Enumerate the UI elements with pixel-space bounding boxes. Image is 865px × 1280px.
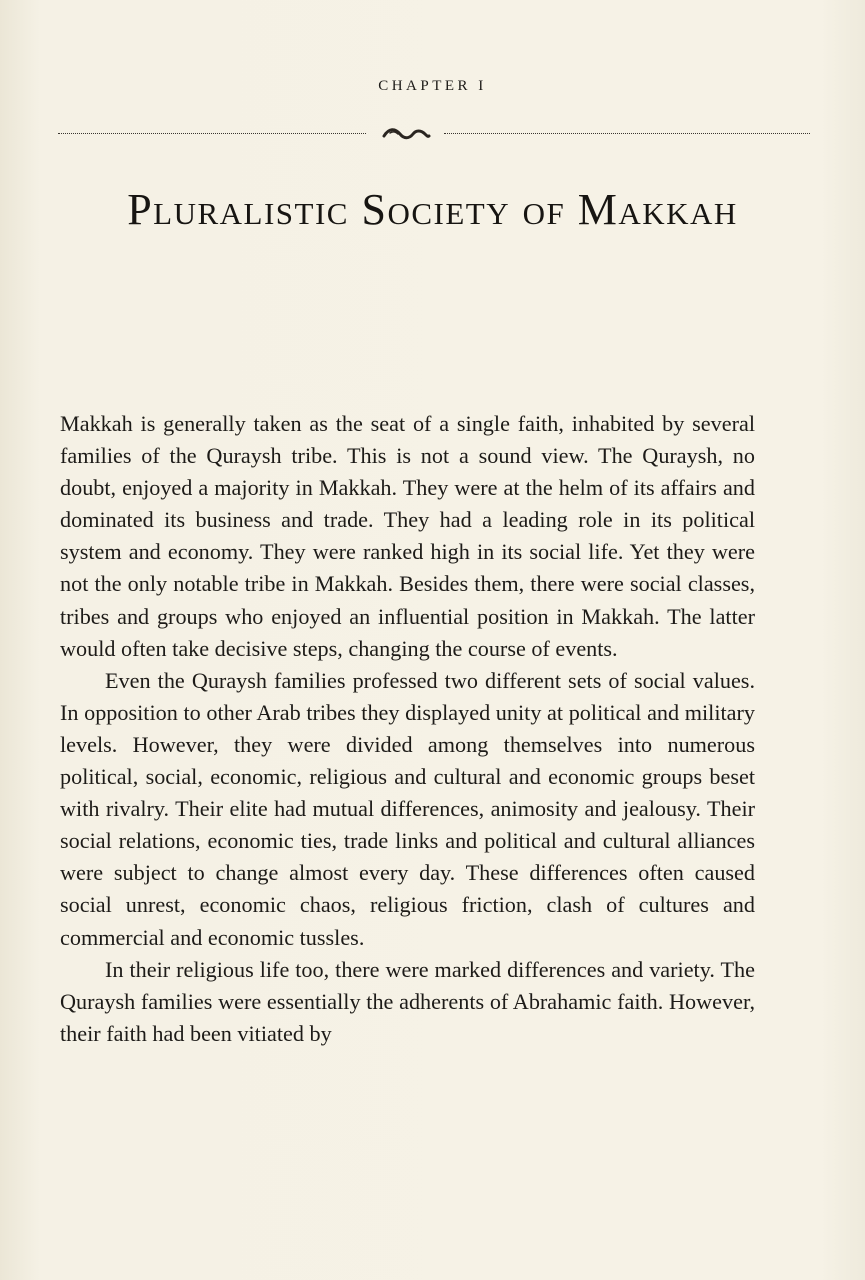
paragraph: Makkah is generally taken as the seat of a single faith, inhabited by several families of the Quraysh tribe. This is not a sound view. The Quraysh, no doubt, enjoyed a majority in Makkah. They were at the helm of its affairs and dominated its business and trade. They had a leading role in its political system and economy. They were ranked high in its social life. Yet they were not the only notable tribe in Makkah. Besides them, there were social classes, tribes and groups who enjoyed an influential position in Makkah. The latter would often take decisive steps, changing the course of events. xyxy=(60,411,755,661)
paragraph: In their religious life too, there were marked differences and variety. The Quraysh families were essentially the adherents of Abrahamic faith. However, their faith had been vitiated by xyxy=(60,956,755,1046)
chapter-number: CHAPTER I xyxy=(378,78,487,94)
divider-rule-left xyxy=(58,133,366,134)
swash-ornament-icon xyxy=(380,122,432,146)
chapter-divider xyxy=(58,122,810,146)
chapter-title: Pluralistic Society of Makkah xyxy=(127,185,738,234)
divider-rule-right xyxy=(444,133,810,134)
paragraph: Even the Quraysh families professed two different sets of social values. In opposition to other Arab tribes they displayed unity at political and military levels. However, they were divided among themselves into numerous political, social, economic, religious and cultural and economic groups beset with rivalry. Their elite had mutual differences, animosity and jealousy. Their social relations, economic ties, trade links and political and cultural alliances were subject to change almost every day. These differences often caused social unrest, economic chaos, religious friction, clash of cultures and commercial and economic tussles. xyxy=(60,667,755,950)
body-text xyxy=(60,408,755,1050)
